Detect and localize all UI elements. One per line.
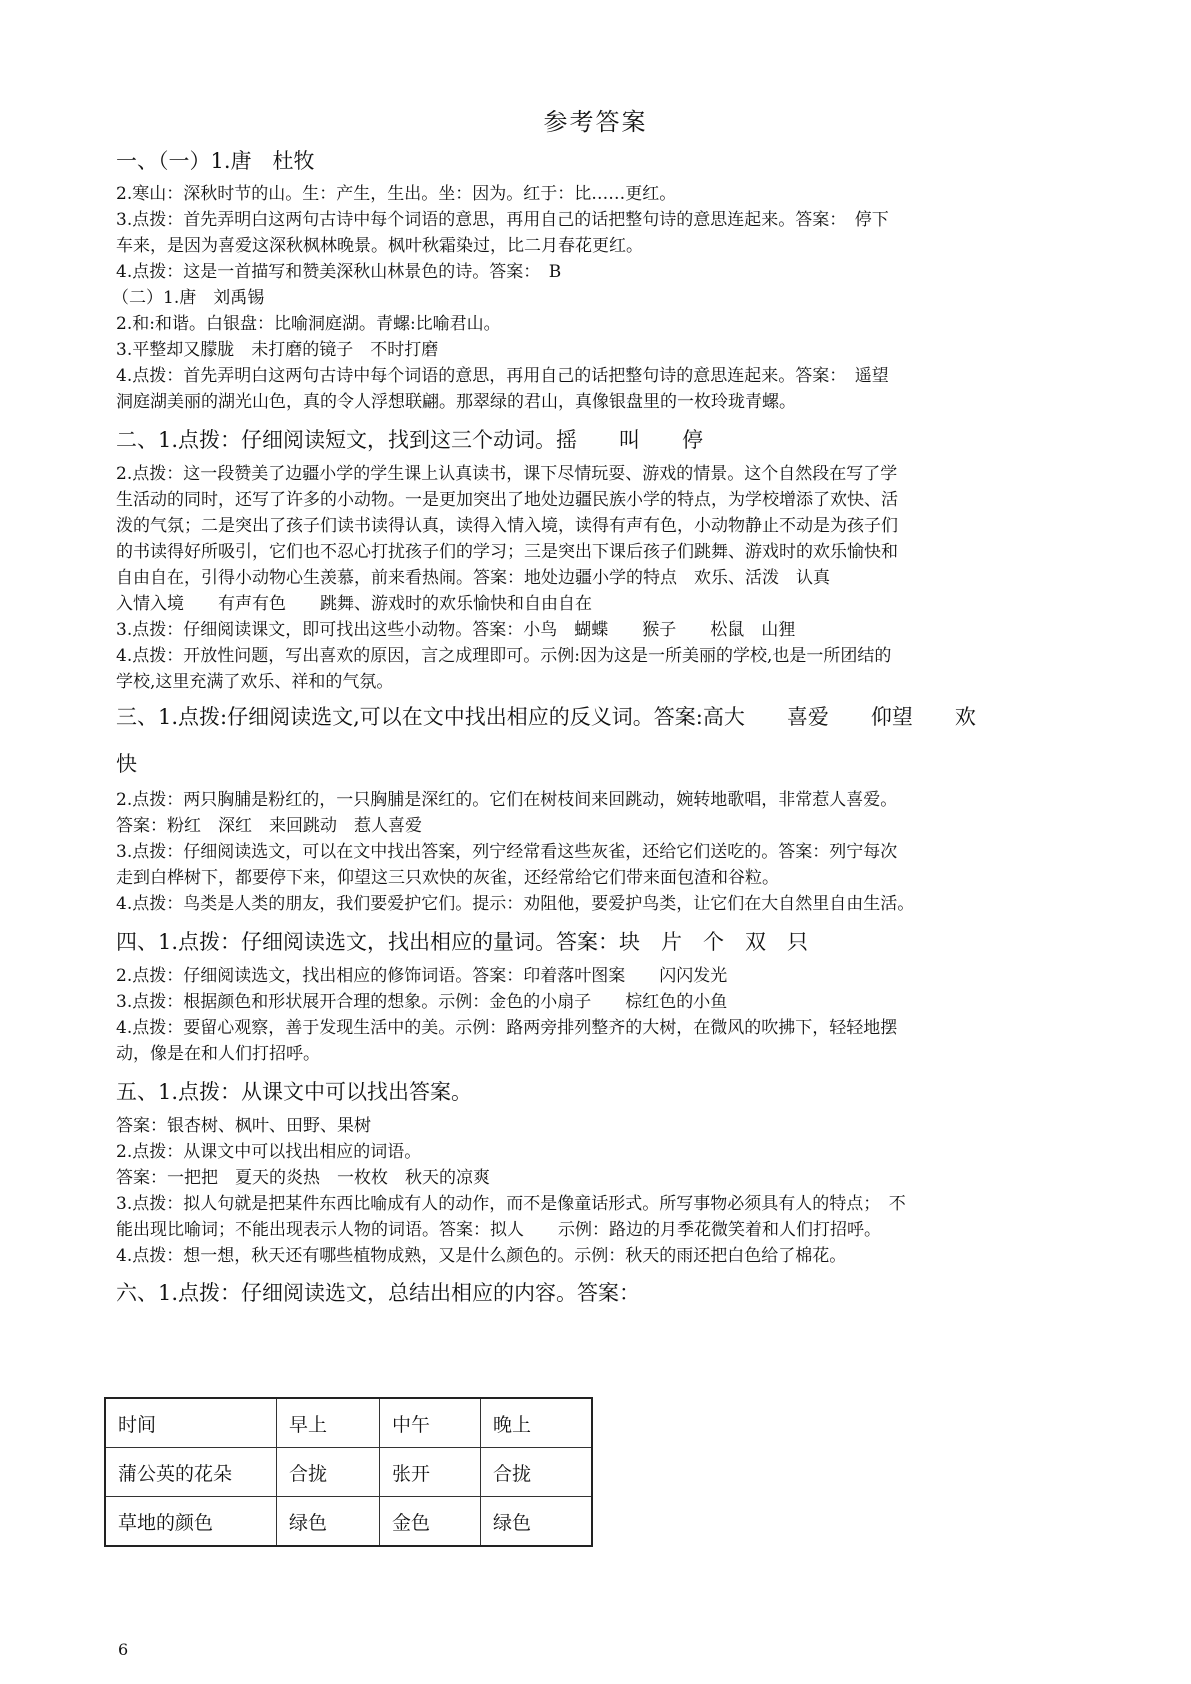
text-line: 4.点拨：鸟类是人类的朋友，我们要爱护它们。提示：劝阻他，要爱护鸟类，让它们在大自然里自由生活。: [116, 894, 915, 914]
text-line: 3.平整却又朦胧 未打磨的镜子 不时打磨: [116, 340, 439, 360]
table-cell: 绿色: [277, 1497, 380, 1547]
text-line: 4.点拨：这是一首描写和赞美深秋山林景色的诗。答案： B: [116, 262, 562, 282]
page-title: 参考答案: [543, 108, 648, 136]
table-row: [105, 1398, 592, 1448]
table-cell: 晚上: [481, 1398, 593, 1448]
text-line: 2.和:和谐。白银盘：比喻洞庭湖。青螺:比喻君山。: [116, 314, 501, 334]
table-cell: 合拢: [277, 1448, 380, 1497]
text-line: 3.点拨：根据颜色和形状展开合理的想象。示例：金色的小扇子 棕红色的小鱼: [116, 992, 728, 1012]
text-line: 答案：一把把 夏天的炎热 一枚枚 秋天的凉爽: [116, 1168, 490, 1188]
text-line: 走到白桦树下，都要停下来，仰望这三只欢快的灰雀，还经常给它们带来面包渣和谷粒。: [116, 868, 779, 888]
text-line: 能出现比喻词；不能出现表示人物的词语。答案：拟人 示例：路边的月季花微笑着和人们打招呼。: [116, 1220, 881, 1240]
text-line: 4.点拨：首先弄明白这两句古诗中每个词语的意思，再用自己的话把整句诗的意思连起来。答案： 遥望: [116, 366, 889, 386]
table-cell: 草地的颜色: [105, 1497, 277, 1547]
section-6-heading: 六、1.点拨：仔细阅读选文，总结出相应的内容。答案：: [116, 1281, 641, 1305]
table-cell: 张开: [380, 1448, 481, 1497]
text-line: 学校,这里充满了欢乐、祥和的气氛。: [116, 672, 394, 692]
table-cell: 金色: [380, 1497, 481, 1547]
text-line: 车来，是因为喜爱这深秋枫林晚景。枫叶秋霜染过，比二月春花更红。: [116, 236, 643, 256]
section-5-heading: 五、1.点拨：从课文中可以找出答案。: [116, 1080, 473, 1104]
text-line: 2.点拨：仔细阅读选文，找出相应的修饰词语。答案：印着落叶图案 闪闪发光: [116, 966, 728, 986]
text-line: 自由自在，引得小动物心生羡慕，前来看热闹。答案：地处边疆小学的特点 欢乐、活泼 认真: [116, 568, 830, 588]
text-line: 4.点拨：想一想，秋天还有哪些植物成熟，又是什么颜色的。示例：秋天的雨还把白色给了棉花。: [116, 1246, 847, 1266]
text-line: 的书读得好所吸引，它们也不忍心打扰孩子们的学习；三是突出下课后孩子们跳舞、游戏时的欢乐愉快和: [116, 542, 898, 562]
table-row: [105, 1448, 592, 1497]
text-line: 动，像是在和人们打招呼。: [116, 1044, 320, 1064]
table-cell: 早上: [277, 1398, 380, 1448]
text-line: 3.点拨：仔细阅读选文，可以在文中找出答案，列宁经常看这些灰雀，还给它们送吃的。答案：列宁每次: [116, 842, 898, 862]
text-line: 2.点拨：两只胸脯是粉红的，一只胸脯是深红的。它们在树枝间来回跳动，婉转地歌唱，非常惹人喜爱。: [116, 790, 898, 810]
text-line: 泼的气氛；二是突出了孩子们读书读得认真，读得入情入境，读得有声有色，小动物静止不动是为孩子们: [116, 516, 898, 536]
table-row: [105, 1497, 592, 1547]
text-line: 4.点拨：开放性问题，写出喜欢的原因，言之成理即可。示例:因为这是一所美丽的学校,也是一所团结的: [116, 646, 892, 666]
section-3-heading: 三、1.点拨:仔细阅读选文,可以在文中找出相应的反义词。答案:高大 喜爱 仰望 欢: [116, 705, 976, 729]
text-line: 2.点拨：从课文中可以找出相应的词语。: [116, 1142, 422, 1162]
text-line: 3.点拨：拟人句就是把某件东西比喻成有人的动作，而不是像童话形式。所写事物必须具有人的特点； 不: [116, 1194, 906, 1214]
text-line: 答案：银杏树、枫叶、田野、果树: [116, 1116, 371, 1136]
table-cell: 时间: [105, 1398, 277, 1448]
text-line: 4.点拨：要留心观察，善于发现生活中的美。示例：路两旁排列整齐的大树，在微风的吹拂下，轻轻地摆: [116, 1018, 898, 1038]
section-1-heading: 一、（一）1.唐 杜牧: [116, 149, 315, 173]
text-line: 2.点拨：这一段赞美了边疆小学的学生课上认真读书，课下尽情玩耍、游戏的情景。这个自然段在写了学: [116, 464, 898, 484]
page-number: 6: [118, 1640, 129, 1659]
text-line: 答案：粉红 深红 来回跳动 惹人喜爱: [116, 816, 422, 836]
text-line: 3.点拨：首先弄明白这两句古诗中每个词语的意思，再用自己的话把整句诗的意思连起来。答案： 停下: [116, 210, 889, 230]
table-cell: 中午: [380, 1398, 481, 1448]
text-line: 2.寒山：深秋时节的山。生：产生，生出。坐：因为。红于：比……更红。: [116, 184, 677, 204]
text-line: 快: [116, 752, 137, 776]
text-line: 入情入境 有声有色 跳舞、游戏时的欢乐愉快和自由自在: [116, 594, 592, 614]
text-line: 3.点拨：仔细阅读课文，即可找出这些小动物。答案：小鸟 蝴蝶 猴子 松鼠 山狸: [116, 620, 796, 640]
answer-table: [104, 1397, 593, 1547]
text-line: 生活动的同时，还写了许多的小动物。一是更加突出了地处边疆民族小学的特点，为学校增添了欢快、活: [116, 490, 898, 510]
table-cell: 绿色: [481, 1497, 593, 1547]
section-2-heading: 二、1.点拨：仔细阅读短文，找到这三个动词。摇 叫 停: [116, 428, 704, 452]
text-line: 洞庭湖美丽的湖光山色，真的令人浮想联翩。那翠绿的君山，真像银盘里的一枚玲珑青螺。: [116, 392, 796, 412]
text-line: （二）1.唐 刘禹锡: [112, 288, 265, 308]
section-4-heading: 四、1.点拨：仔细阅读选文，找出相应的量词。答案：块 片 个 双 只: [116, 930, 809, 954]
table-cell: 合拢: [481, 1448, 593, 1497]
table-cell: 蒲公英的花朵: [105, 1448, 277, 1497]
